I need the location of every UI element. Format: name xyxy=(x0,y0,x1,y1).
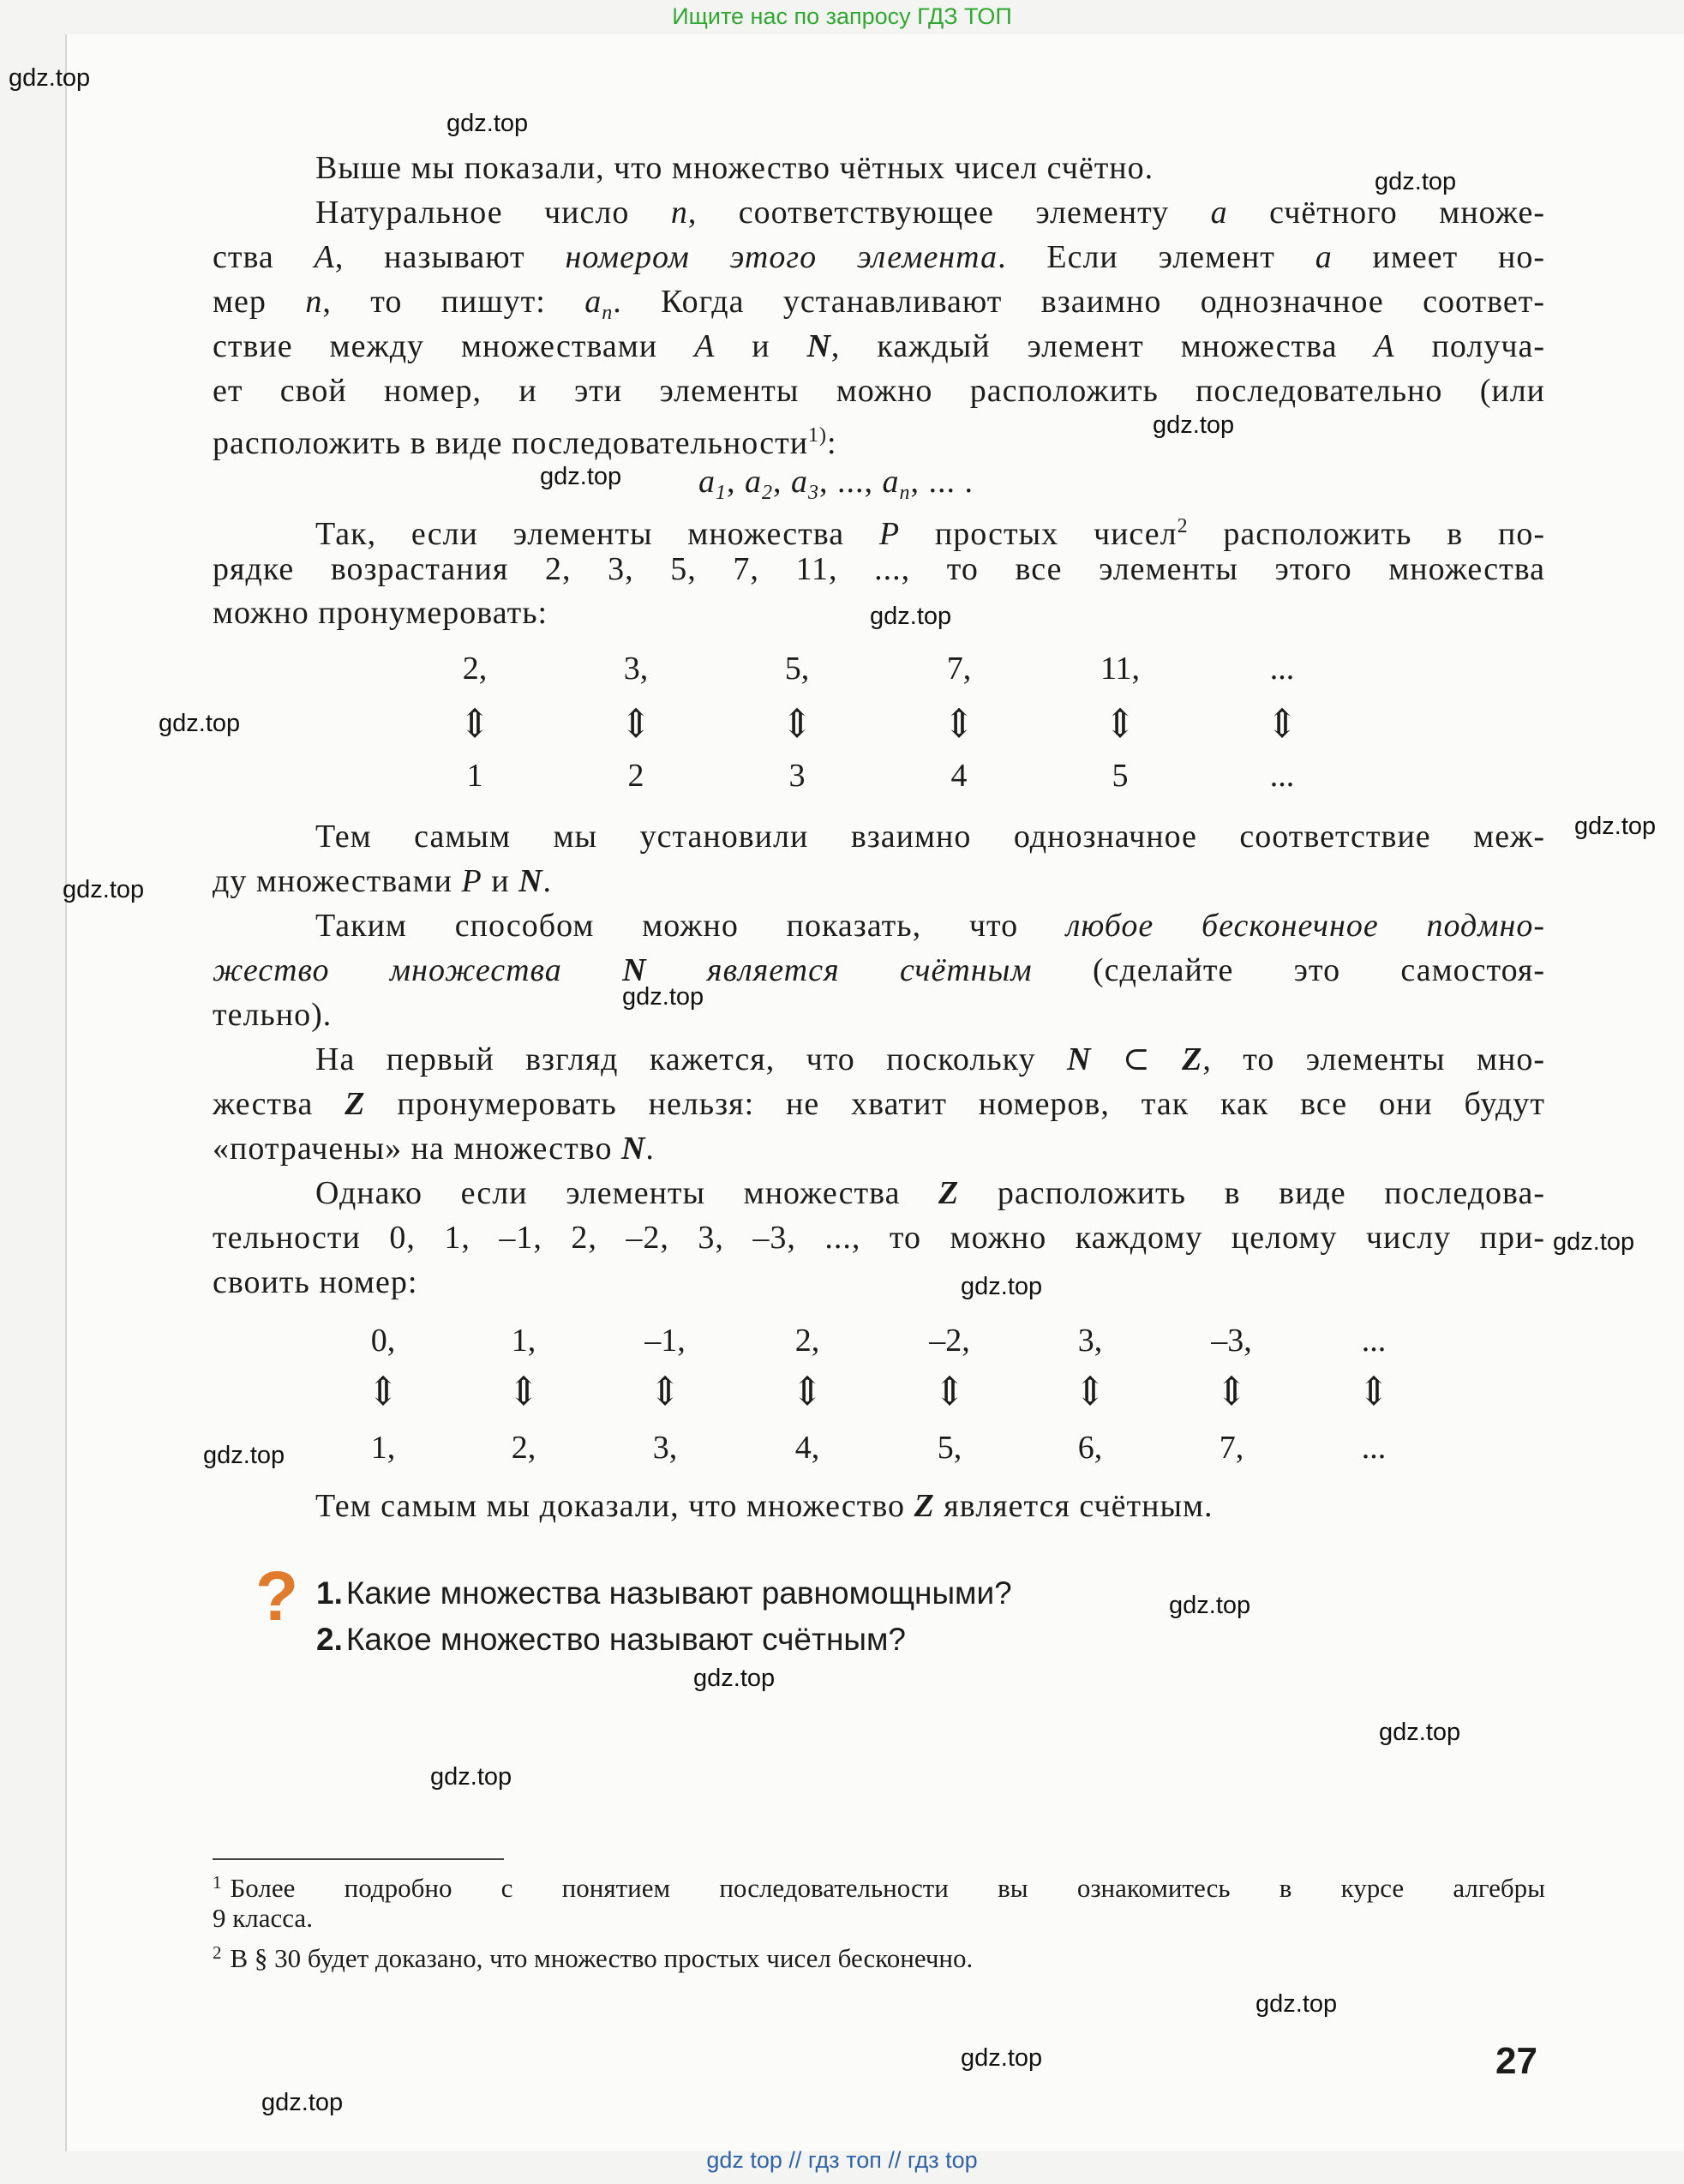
text-segment: n xyxy=(305,284,323,320)
text-line xyxy=(213,948,1545,993)
text-segment: : xyxy=(827,425,837,461)
bottom-number: 3, xyxy=(652,1430,678,1466)
text-segment: N xyxy=(1067,1041,1092,1077)
text-segment: , соответствующее элементу xyxy=(687,195,1211,231)
watermark: gdz.top xyxy=(1553,1228,1635,1256)
text-segment: расположить в по- xyxy=(1188,516,1545,552)
watermark: gdz.top xyxy=(622,983,704,1011)
question-2 xyxy=(316,1617,906,1662)
double-arrow-icon: ⇕ xyxy=(942,702,976,746)
text-segment: , ... . xyxy=(910,464,974,500)
bottom-banner: gdz top // гдз топ // гдз top xyxy=(706,2147,978,2173)
text-segment: Тем самым мы установили взаимно однозначное соответствие меж- xyxy=(315,819,1545,855)
bottom-number: 2, xyxy=(511,1430,536,1466)
text-segment: a xyxy=(745,464,762,500)
text-segment: A xyxy=(694,328,716,364)
text-segment: . xyxy=(645,1131,655,1167)
text-line xyxy=(213,1082,1545,1126)
text-segment: ет свой номер, и эти элементы можно расположить последовательно (или xyxy=(213,373,1545,409)
text-segment: и xyxy=(482,863,519,899)
text-segment: своить номер: xyxy=(213,1264,418,1300)
text-segment: ⊂ xyxy=(1091,1041,1183,1077)
text-segment: A xyxy=(1374,328,1395,364)
text-segment: , каждый элемент множества xyxy=(830,328,1375,364)
text-segment: . Если элемент xyxy=(998,239,1315,275)
text-line xyxy=(213,1126,1545,1171)
text-segment: тельности 0, 1, –1, 2, –2, 3, –3, ..., то можно каждому целому числу при- xyxy=(213,1220,1545,1256)
bottom-number: 7, xyxy=(1219,1430,1244,1466)
text-segment: a xyxy=(882,464,900,500)
text-segment: номером этого элемента xyxy=(565,239,998,275)
bottom-number: ... xyxy=(1269,758,1295,794)
top-value: 3, xyxy=(623,651,649,687)
watermark: gdz.top xyxy=(203,1442,285,1469)
watermark: gdz.top xyxy=(1379,1719,1461,1746)
text-line xyxy=(213,324,1545,369)
footnote-divider xyxy=(213,1858,504,1860)
watermark: gdz.top xyxy=(1574,813,1657,840)
text-line xyxy=(213,235,1545,279)
watermark: gdz.top xyxy=(540,463,622,490)
text-line xyxy=(213,993,1545,1037)
text-segment: N xyxy=(518,863,543,899)
watermark: gdz.top xyxy=(1256,1990,1338,2018)
text-segment: рядке возрастания 2, 3, 5, 7, 11, ..., то все элементы этого множества xyxy=(213,551,1545,587)
bottom-number: 4, xyxy=(794,1430,820,1466)
text-line xyxy=(213,369,1545,413)
text-segment: и xyxy=(715,328,807,364)
question-1 xyxy=(316,1571,1012,1616)
bottom-number: 2 xyxy=(627,758,644,794)
top-value: 7, xyxy=(946,651,972,687)
bottom-number: 1, xyxy=(370,1430,396,1466)
subscript: n xyxy=(899,482,911,504)
text-line xyxy=(315,1037,1545,1082)
question-number: 2. xyxy=(316,1622,343,1657)
question-text: Какое множество называют счётным? xyxy=(345,1622,906,1657)
subscript: 2 xyxy=(762,482,773,504)
text-segment: A xyxy=(314,239,335,275)
text-segment: Выше мы показали, что множество чётных чисел счётно. xyxy=(315,150,1154,186)
top-value: 2, xyxy=(462,651,488,687)
text-segment: ду множествами xyxy=(213,863,462,899)
text-segment: Тем самым мы доказали, что множество xyxy=(315,1488,914,1524)
watermark: gdz.top xyxy=(961,2044,1043,2072)
text-segment: является счётным xyxy=(646,952,1033,988)
text-line xyxy=(213,1260,1545,1305)
text-segment: Z xyxy=(938,1175,960,1211)
text-segment: можно пронумеровать: xyxy=(213,595,548,631)
text-segment: n xyxy=(670,195,688,231)
footnote-text: В § 30 будет доказано, что множество простых чисел бесконечно. xyxy=(230,1943,974,1973)
top-value: 0, xyxy=(370,1323,396,1359)
watermark: gdz.top xyxy=(1375,168,1457,195)
text-segment: P xyxy=(878,516,901,552)
bottom-number: 4 xyxy=(950,758,968,794)
text-segment: жества xyxy=(213,1086,345,1122)
text-segment: любое бесконечное подмно- xyxy=(1065,908,1545,944)
text-line xyxy=(315,814,1545,859)
text-segment: a xyxy=(584,284,602,320)
top-value: 5, xyxy=(784,651,810,687)
bottom-number: 3 xyxy=(788,758,806,794)
text-line xyxy=(213,859,1545,903)
text-segment: Z xyxy=(914,1488,935,1524)
text-line xyxy=(315,146,1545,190)
footnote-mark: 2 xyxy=(213,1942,222,1963)
superscript: 1) xyxy=(808,424,828,447)
double-arrow-icon: ⇕ xyxy=(1073,1370,1107,1413)
text-segment: получа- xyxy=(1394,328,1545,364)
superscript: 2 xyxy=(1177,515,1189,537)
subscript: 3 xyxy=(808,482,819,504)
text-segment: является счётным. xyxy=(934,1488,1214,1524)
text-segment: a xyxy=(791,464,808,500)
text-segment: «потрачены» на множество xyxy=(213,1131,621,1167)
text-segment: ства xyxy=(213,239,315,275)
text-segment: , ..., xyxy=(819,464,883,500)
text-segment: a xyxy=(698,464,716,500)
double-arrow-icon: ⇕ xyxy=(619,702,653,746)
bottom-number: 5, xyxy=(937,1430,962,1466)
footnote-2 xyxy=(213,1935,1545,1971)
sequence-formula xyxy=(698,459,974,504)
text-line xyxy=(315,1171,1545,1215)
text-line xyxy=(315,504,1545,552)
text-segment: жество множества xyxy=(213,952,623,988)
top-value: 11, xyxy=(1100,651,1141,687)
text-segment: N xyxy=(806,328,831,364)
footnote-text: Более подробно с понятием последовательности вы ознакомитесь в курсе алгебры xyxy=(230,1873,1545,1903)
double-arrow-icon: ⇕ xyxy=(1357,1370,1391,1413)
top-value: 3, xyxy=(1077,1323,1103,1359)
watermark: gdz.top xyxy=(261,2089,344,2116)
double-arrow-icon: ⇕ xyxy=(932,1370,967,1413)
watermark: gdz.top xyxy=(961,1273,1043,1300)
text-segment: Однако если элементы множества xyxy=(315,1175,939,1211)
text-line xyxy=(315,1484,1545,1528)
text-segment: a xyxy=(1210,195,1228,231)
text-segment: ствие между множествами xyxy=(213,328,695,364)
question-text: Какие множества называют равномощными? xyxy=(345,1575,1012,1611)
text-segment: . Когда устанавливают взаимно однозначное соответ- xyxy=(613,284,1546,320)
text-segment: пронумеровать нельзя: не хватит номеров, так как все они будут xyxy=(365,1086,1545,1122)
watermark: gdz.top xyxy=(693,1665,776,1692)
top-value: ... xyxy=(1269,651,1295,687)
watermark: gdz.top xyxy=(430,1763,512,1791)
text-segment: , то элементы мно- xyxy=(1202,1041,1546,1077)
text-segment: Z xyxy=(345,1086,366,1122)
text-segment: имеет но- xyxy=(1332,239,1546,275)
footnote-1-continuation: 9 класса. xyxy=(213,1903,313,1933)
top-value: –3, xyxy=(1211,1323,1252,1359)
text-segment: простых чисел xyxy=(900,516,1178,552)
top-value: –1, xyxy=(644,1323,686,1359)
text-segment: Таким способом можно показать, что xyxy=(315,908,1066,944)
double-arrow-icon: ⇕ xyxy=(648,1370,682,1413)
double-arrow-icon: ⇕ xyxy=(506,1370,541,1413)
text-segment: Натуральное число xyxy=(315,195,671,231)
watermark: gdz.top xyxy=(9,64,91,92)
double-arrow-icon: ⇕ xyxy=(1265,702,1299,746)
text-segment: счётного множе- xyxy=(1227,195,1545,231)
watermark: gdz.top xyxy=(1169,1592,1251,1619)
bottom-number: 1 xyxy=(466,758,483,794)
double-arrow-icon: ⇕ xyxy=(780,702,814,746)
text-line xyxy=(213,1215,1545,1260)
double-arrow-icon: ⇕ xyxy=(790,1370,824,1413)
subscript: 1 xyxy=(716,482,727,504)
text-line xyxy=(213,279,1545,324)
watermark: gdz.top xyxy=(1153,411,1235,439)
footnote-1 xyxy=(213,1864,1545,1903)
text-segment: , то пишут: xyxy=(322,284,585,320)
text-segment: , xyxy=(773,464,791,500)
text-segment: P xyxy=(461,863,482,899)
top-value: ... xyxy=(1361,1323,1387,1359)
text-segment: a xyxy=(1315,239,1333,275)
text-segment: расположить в виде последовательности xyxy=(213,425,809,461)
question-number: 1. xyxy=(316,1575,343,1611)
text-segment: N xyxy=(622,952,647,988)
text-segment: мер xyxy=(213,284,306,320)
bottom-number: 5 xyxy=(1112,758,1129,794)
double-arrow-icon: ⇕ xyxy=(1103,702,1137,746)
top-banner: Ищите нас по запросу ГДЗ ТОП xyxy=(672,3,1012,29)
top-value: 1, xyxy=(511,1323,536,1359)
footnote-mark: 1 xyxy=(213,1872,222,1893)
text-segment: , xyxy=(727,464,745,500)
double-arrow-icon: ⇕ xyxy=(1214,1370,1249,1413)
watermark: gdz.top xyxy=(159,710,241,737)
text-segment: тельно). xyxy=(213,997,333,1033)
text-segment: На первый взгляд кажется, что поскольку xyxy=(315,1041,1068,1077)
text-line xyxy=(315,903,1545,948)
text-segment: N xyxy=(620,1131,646,1167)
text-line xyxy=(213,547,1545,591)
watermark: gdz.top xyxy=(870,603,952,630)
top-value: 2, xyxy=(794,1323,820,1359)
text-line xyxy=(315,190,1545,235)
text-segment: Z xyxy=(1182,1041,1203,1077)
page-number: 27 xyxy=(1495,2040,1537,2082)
watermark: gdz.top xyxy=(446,110,529,137)
double-arrow-icon: ⇕ xyxy=(458,702,492,746)
double-arrow-icon: ⇕ xyxy=(366,1370,400,1413)
bottom-number: ... xyxy=(1361,1430,1387,1466)
bottom-number: 6, xyxy=(1077,1430,1103,1466)
text-segment: расположить в виде последова- xyxy=(959,1175,1545,1211)
text-segment: , называют xyxy=(334,239,566,275)
watermark: gdz.top xyxy=(63,876,145,903)
text-line xyxy=(213,413,1545,461)
text-segment: Так, если элементы множества xyxy=(315,516,879,552)
text-segment: . xyxy=(542,863,553,899)
top-value: –2, xyxy=(929,1323,970,1359)
text-segment: (сделайте это самостоя- xyxy=(1032,952,1545,988)
subscript: n xyxy=(602,302,614,324)
question-mark-icon: ? xyxy=(255,1557,299,1635)
